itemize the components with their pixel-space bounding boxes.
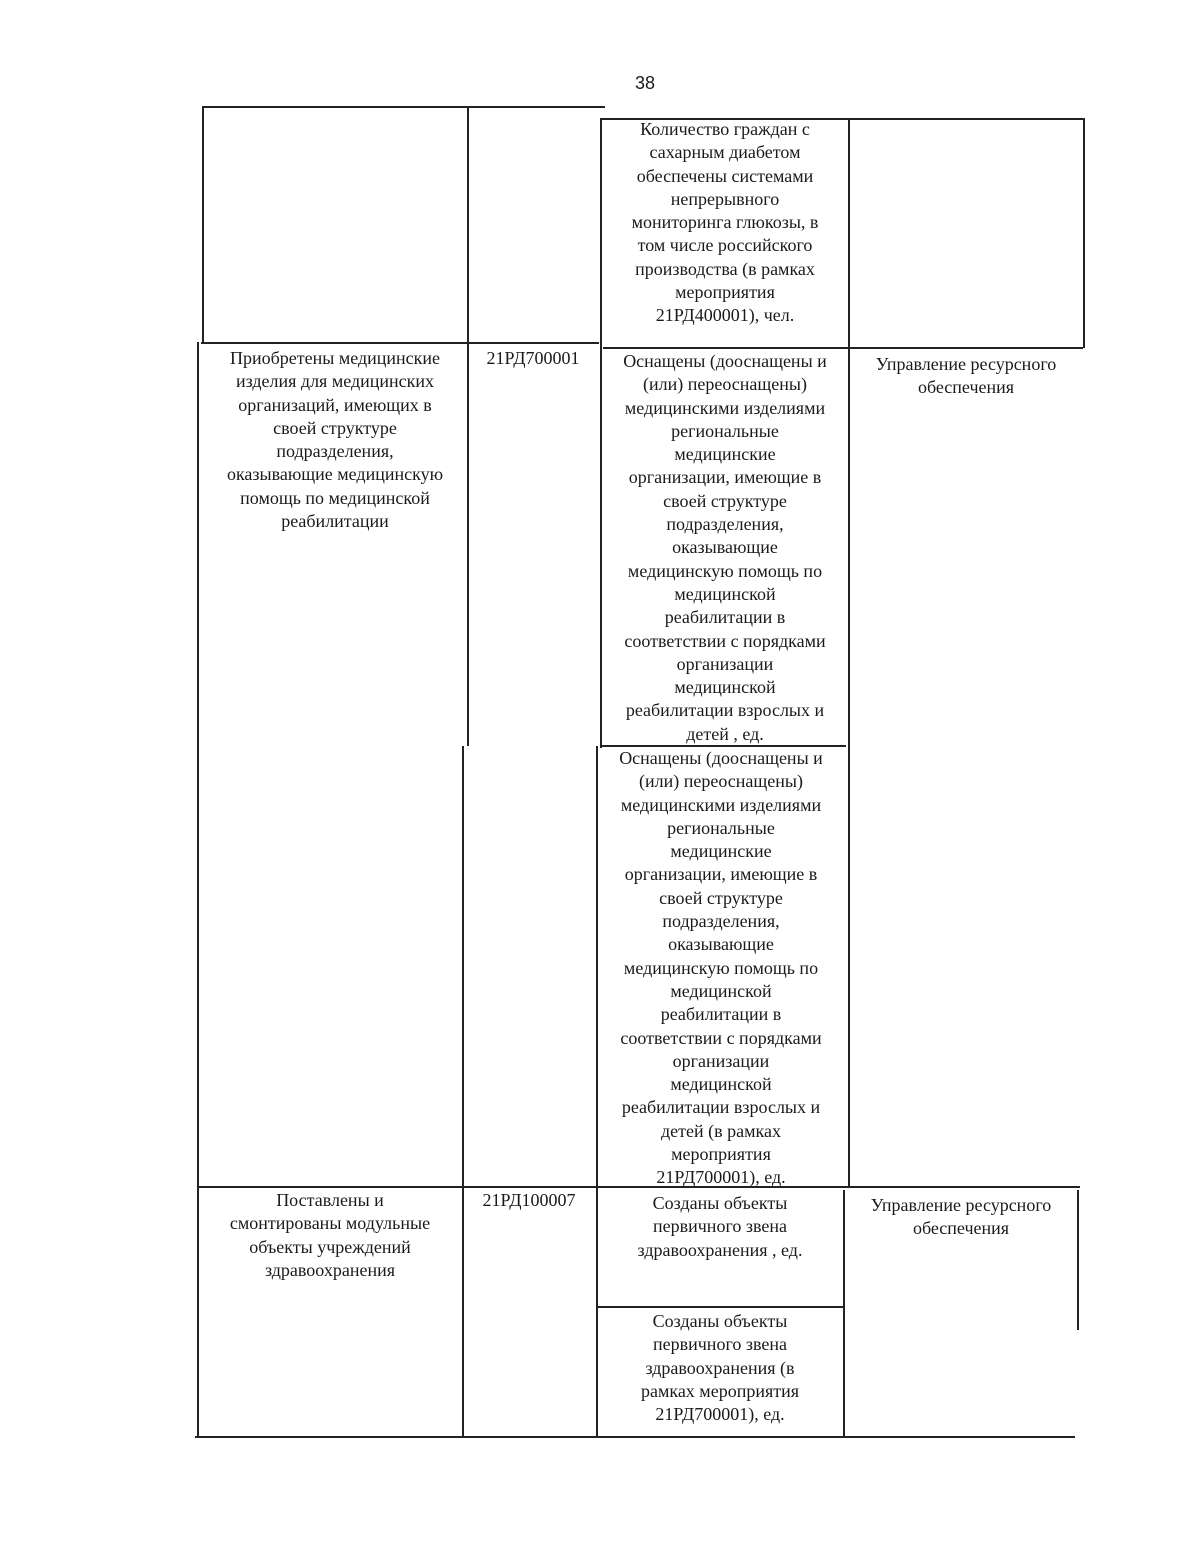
row-divider (603, 347, 1083, 349)
responsible-cell: Управление ресурсного обеспечения (870, 1195, 1052, 1239)
column-divider (467, 106, 469, 746)
page-number: 38 (634, 73, 656, 93)
column-divider (462, 746, 464, 1438)
indicator-divider (597, 1306, 845, 1308)
responsible-cell: Управление ресурсного обеспечения (875, 354, 1057, 398)
table-right-border (1083, 118, 1085, 348)
row-divider (201, 342, 599, 344)
table-top-border (203, 106, 605, 108)
indicator-cell: Оснащены (дооснащены и (или) переоснащены) медицинскими изделиями региональные медицинские организации, имеющие в своей структуре подразделения, оказывающие медицинскую помощь по медицинской реабилитации в соответствии с порядками организации медицинской реабилитации взрослых и детей , ед. (623, 351, 827, 744)
indicator-cell: Созданы объекты первичного звена здравоохранения (в рамках мероприятия 21РД700001), ед. (640, 1311, 800, 1425)
indicator-cell: Созданы объекты первичного звена здравоохранения , ед. (637, 1193, 803, 1260)
result-cell: Приобретены медицинские изделия для медицинских организаций, имеющих в своей структуре подразделения, оказывающие медицинскую помощь по медицинской реабилитации (226, 348, 444, 532)
table-left-border (202, 106, 204, 342)
table-right-border (1077, 1190, 1079, 1330)
result-cell: Поставлены и смонтированы модульные объекты учреждений здравоохранения (229, 1190, 431, 1280)
table-bottom-border (195, 1436, 1075, 1438)
indicator-cell: Количество граждан с сахарным диабетом обеспечены системами непрерывного мониторинга глюкозы, в том числе российского производства (в рамках мероприятия 21РД400001), чел. (631, 119, 819, 326)
column-divider (848, 118, 850, 1188)
indicator-cell: Оснащены (дооснащены и (или) переоснащены) медицинскими изделиями региональные медицинские организации, имеющие в своей структуре подразделения, оказывающие медицинскую помощь по медицинской реабилитации в соответствии с порядками организации медицинской реабилитации взрослых и детей (в рамках мероприятия 21РД700001), ед. (619, 748, 823, 1188)
code-cell: 21РД700001 (486, 348, 580, 368)
code-cell: 21РД100007 (482, 1190, 576, 1210)
